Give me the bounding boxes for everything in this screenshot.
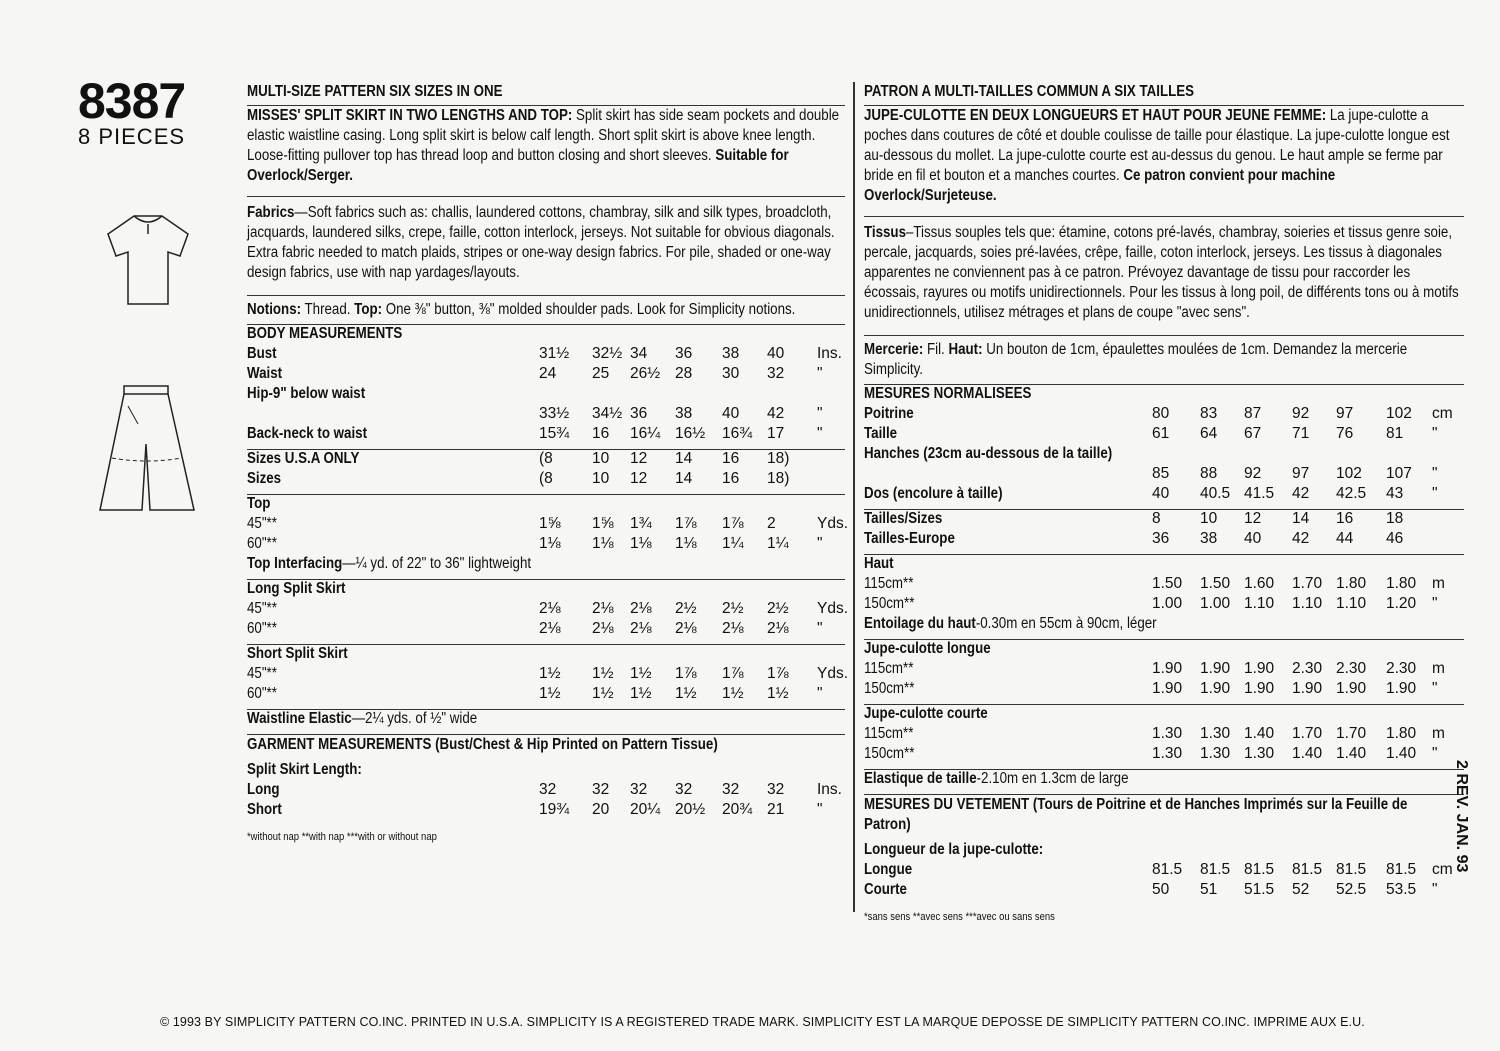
- row-value: 32: [539, 781, 557, 798]
- measure-row-waist: [864, 425, 1464, 445]
- row-value: 20½: [675, 801, 706, 818]
- row-label: Poitrine: [864, 405, 914, 422]
- row-value: 44: [1336, 530, 1354, 547]
- row-value: 42.5: [1336, 485, 1367, 502]
- row-label: 115cm**: [864, 575, 914, 592]
- row-value: 53.5: [1386, 881, 1417, 898]
- measure-row-back: [247, 425, 845, 445]
- row-value: 88: [1200, 465, 1218, 482]
- body-measurements-heading: MESURES NORMALISEES: [864, 385, 1032, 402]
- copyright-line: © 1993 BY SIMPLICITY PATTERN CO.INC. PRINTED IN U.S.A. SIMPLICITY IS A REGISTERED TRADE MARK. SIMPLICITY EST LA MARQUE DEPOSSE DE SIMPLICITY PATTERN CO.INC. IMPRIME AUX E.U.: [160, 1015, 1365, 1029]
- measure-row-glong: [864, 861, 1464, 881]
- row-value: 1.80: [1386, 575, 1417, 592]
- body-measurements-heading: BODY MEASUREMENTS: [247, 325, 403, 342]
- long-skirt-label: Long Split Skirt: [247, 580, 346, 597]
- row-value: 32: [630, 781, 648, 798]
- measure-row-bust: [864, 405, 1464, 425]
- row-value: 1¼: [767, 535, 789, 552]
- row-value: 12: [1244, 510, 1262, 527]
- interfacing: Top Interfacing—¼ yd. of 22" to 36" lightweight: [247, 555, 532, 572]
- row-value: 1.90: [1200, 680, 1231, 697]
- description: JUPE-CULOTTE EN DEUX LONGUEURS ET HAUT POUR JEUNE FEMME: La jupe-culotte a poches dans coutures de côté et double coulisse de taille pour élastique. La jupe-culotte longue est au-dessous du mollet. La jupe-culotte courte est au-dessus du genou. Le haut ample se ferme par bride en fil et bouton et a manches courtes. Ce patron convient pour machine Overlock/Surjeteuse.: [864, 107, 1450, 204]
- row-value: 1.70: [1292, 575, 1323, 592]
- row-value: 1⅛: [592, 535, 614, 552]
- row-value: 8: [1152, 510, 1161, 527]
- row-value: 1.90: [1386, 680, 1417, 697]
- row-value: 1⅞: [675, 665, 697, 682]
- row-value: 1.20: [1386, 595, 1417, 612]
- row-value: 1⅛: [539, 535, 561, 552]
- pattern-number: 8387: [78, 73, 186, 129]
- row-value: 67: [1244, 425, 1262, 442]
- row-value: 81.5: [1200, 861, 1231, 878]
- row-value: 102: [1386, 405, 1412, 422]
- row-value: 32: [592, 781, 610, 798]
- row-unit: m: [1432, 660, 1445, 677]
- row-unit: Yds.: [817, 665, 849, 682]
- row-label: 150cm**: [864, 745, 915, 762]
- footnote: *sans sens **avec sens ***avec ou sans sens: [864, 911, 1055, 923]
- short-skirt-label: Jupe-culotte courte: [864, 705, 988, 722]
- description: MISSES' SPLIT SKIRT IN TWO LENGTHS AND TOP: Split skirt has side seam pockets and double elastic waistline casing. Long split skirt is below calf length. Short split skirt is above knee length. Loose-fitting pullover top has thread loop and button closing and short sleeves. Suitable for Overlock/Serger.: [247, 107, 840, 184]
- row-value: 81.5: [1386, 861, 1417, 878]
- row-value: 1½: [630, 685, 652, 702]
- row-value: 1.90: [1244, 680, 1275, 697]
- row-value: 81.5: [1336, 861, 1367, 878]
- row-value: 30: [722, 365, 740, 382]
- row-value: 36: [630, 405, 648, 422]
- row-label: 150cm**: [864, 595, 915, 612]
- row-value: 107: [1386, 465, 1412, 482]
- row-value: 14: [1292, 510, 1310, 527]
- row-label: Longue: [864, 861, 913, 878]
- row-label: 60"**: [247, 535, 277, 552]
- row-value: 1.70: [1292, 725, 1323, 742]
- hip-label: Hip-9" below waist: [247, 385, 366, 402]
- row-unit: Ins.: [817, 781, 842, 798]
- row-label: Long: [247, 781, 280, 798]
- measure-row-sizes_usa: [247, 450, 845, 470]
- row-value: 42: [1292, 485, 1310, 502]
- row-value: 51.5: [1244, 881, 1275, 898]
- row-value: 81: [1386, 425, 1404, 442]
- row-value: 83: [1200, 405, 1218, 422]
- measure-row-sizes_usa: [864, 510, 1464, 530]
- row-value: 20: [592, 801, 610, 818]
- row-value: 1½: [722, 685, 744, 702]
- fabrics: Tissus–Tissus souples tels que: étamine, cotons pré-lavés, chambray, soieries et tissus genre soie, percale, jacquards, soies pré-lavées, crêpe, faille, coton interlock, jerseys. Les tissus à diagonales apparentes ne conviennent pas à ce patron. Prévoyez davantage de tissu pour raccorder les écossais, rayures ou motifs unidirectionnels. Pour les tissus à long poil, de différents tons ou à motifs unidirectionnels, utilisez métrages et plans de coupe "avec sens".: [864, 224, 1459, 321]
- row-value: 12: [630, 450, 648, 467]
- row-unit: ": [817, 620, 823, 637]
- row-value: 38: [722, 345, 740, 362]
- pieces-count: 8 PIECES: [78, 124, 186, 149]
- row-value: 61: [1152, 425, 1170, 442]
- row-label: 115cm**: [864, 660, 914, 677]
- row-value: 1.00: [1152, 595, 1183, 612]
- row-value: 16: [1336, 510, 1354, 527]
- row-value: 50: [1152, 881, 1170, 898]
- row-value: 1½: [592, 665, 614, 682]
- notions: Notions: Thread. Top: One ⅜" button, ⅜" molded shoulder pads. Look for Simplicity notions.: [247, 301, 796, 318]
- row-unit: ": [817, 685, 823, 702]
- length-label: Longueur de la jupe-culotte:: [864, 841, 1044, 858]
- measure-row-short45: [864, 725, 1464, 745]
- row-value: 2⅛: [675, 620, 697, 637]
- row-value: 1.40: [1386, 745, 1417, 762]
- fabrics: Fabrics—Soft fabrics such as: challis, laundered cottons, chambray, silk and silk types, broadcloth, jacquards, laundered silks, crepe, faille, cotton interlock, jerseys. Not suitable for obvious diagonals. Extra fabric needed to match plaids, stripes or one-way design fabrics. For pile, shaded or one-way design fabrics, use with nap yardages/layouts.: [247, 204, 835, 281]
- row-value: 1.70: [1336, 725, 1367, 742]
- row-value: 10: [592, 470, 610, 487]
- row-label: Sizes: [247, 470, 282, 487]
- top-label: Haut: [864, 555, 894, 572]
- row-value: 15¾: [539, 425, 570, 442]
- row-value: 2: [767, 515, 776, 532]
- revision-label: 2 REV. JAN. 93: [1453, 760, 1470, 873]
- row-value: 1.90: [1336, 680, 1367, 697]
- measure-row-short60: [247, 685, 845, 705]
- row-value: 2⅛: [722, 620, 744, 637]
- row-value: 2½: [675, 600, 697, 617]
- row-value: 24: [539, 365, 557, 382]
- row-value: 1¾: [630, 515, 652, 532]
- short-skirt-label: Short Split Skirt: [247, 645, 348, 662]
- row-value: 43: [1386, 485, 1404, 502]
- row-value: 1.50: [1152, 575, 1183, 592]
- row-value: 81.5: [1244, 861, 1275, 878]
- row-value: 92: [1292, 405, 1310, 422]
- row-label: Short: [247, 801, 282, 818]
- row-unit: m: [1432, 575, 1445, 592]
- row-value: 10: [592, 450, 610, 467]
- row-value: 34: [630, 345, 648, 362]
- row-value: 1.40: [1336, 745, 1367, 762]
- row-label: 45"**: [247, 600, 277, 617]
- top-label: Top: [247, 495, 271, 512]
- row-value: 1⅛: [675, 535, 697, 552]
- row-value: (8: [539, 450, 553, 467]
- row-label: 115cm**: [864, 725, 914, 742]
- split-skirt-sketch: [94, 384, 200, 516]
- row-label: Courte: [864, 881, 907, 898]
- row-value: 32½: [592, 345, 623, 362]
- row-value: 1.30: [1200, 725, 1231, 742]
- row-value: 1.10: [1292, 595, 1323, 612]
- measure-row-long60: [864, 680, 1464, 700]
- row-unit: ": [1432, 881, 1438, 898]
- row-value: 1⅞: [722, 515, 744, 532]
- row-value: 46: [1386, 530, 1404, 547]
- row-value: 20¾: [722, 801, 753, 818]
- row-value: 16¼: [630, 425, 661, 442]
- row-value: 2⅛: [539, 600, 561, 617]
- row-value: 36: [675, 345, 693, 362]
- row-value: 40.5: [1200, 485, 1231, 502]
- row-value: 1½: [675, 685, 697, 702]
- row-value: 52: [1292, 881, 1310, 898]
- measure-row-long60: [247, 620, 845, 640]
- row-unit: ": [817, 801, 823, 818]
- row-unit: ": [1432, 595, 1438, 612]
- row-value: 38: [1200, 530, 1218, 547]
- heading: PATRON A MULTI-TAILLES COMMUN A SIX TAILLES: [864, 83, 1195, 100]
- measure-row-hip: [247, 405, 845, 425]
- top-sketch: [104, 212, 194, 308]
- measure-row-long45: [864, 660, 1464, 680]
- row-value: 42: [767, 405, 785, 422]
- row-label: Back-neck to waist: [247, 425, 368, 442]
- row-value: 76: [1336, 425, 1354, 442]
- hip-label: Hanches (23cm au-dessous de la taille): [864, 445, 1113, 462]
- row-value: 1⅝: [592, 515, 614, 532]
- row-value: 51: [1200, 881, 1218, 898]
- row-value: 42: [1292, 530, 1310, 547]
- row-value: 97: [1292, 465, 1310, 482]
- measure-row-sizes: [864, 530, 1464, 550]
- french-column: [864, 82, 1464, 927]
- rule: [864, 335, 1464, 336]
- row-value: 80: [1152, 405, 1170, 422]
- row-unit: ": [1432, 745, 1438, 762]
- long-skirt-label: Jupe-culotte longue: [864, 640, 991, 657]
- row-value: 1.10: [1336, 595, 1367, 612]
- row-value: 2½: [767, 600, 789, 617]
- interfacing: Entoilage du haut-0.30m en 55cm à 90cm, léger: [864, 615, 1157, 632]
- row-value: 34½: [592, 405, 623, 422]
- row-value: 10: [1200, 510, 1218, 527]
- row-value: 32: [675, 781, 693, 798]
- row-label: Dos (encolure à taille): [864, 485, 1003, 502]
- row-value: 1½: [630, 665, 652, 682]
- row-value: 2.30: [1292, 660, 1323, 677]
- row-value: 1.90: [1292, 680, 1323, 697]
- row-label: 60"**: [247, 685, 277, 702]
- row-value: 1.90: [1152, 680, 1183, 697]
- row-value: 18): [767, 450, 790, 467]
- row-value: 36: [1152, 530, 1170, 547]
- row-label: Tailles-Europe: [864, 530, 955, 547]
- elastic: Waistline Elastic—2¼ yds. of ½" wide: [247, 710, 478, 727]
- length-label: Split Skirt Length:: [247, 761, 362, 778]
- row-value: 20¼: [630, 801, 661, 818]
- row-value: 92: [1244, 465, 1262, 482]
- row-value: 1.60: [1244, 575, 1275, 592]
- row-unit: Yds.: [817, 600, 849, 617]
- row-value: 32: [767, 781, 785, 798]
- row-value: 21: [767, 801, 785, 818]
- row-unit: ": [817, 535, 823, 552]
- row-value: 18): [767, 470, 790, 487]
- row-value: 1.00: [1200, 595, 1231, 612]
- row-value: 14: [675, 470, 693, 487]
- row-unit: cm: [1432, 405, 1453, 422]
- row-value: 1.30: [1200, 745, 1231, 762]
- row-label: Waist: [247, 365, 283, 382]
- row-label: 150cm**: [864, 680, 915, 697]
- row-value: 1.40: [1244, 725, 1275, 742]
- row-label: 45"**: [247, 515, 277, 532]
- row-value: 32: [767, 365, 785, 382]
- row-unit: ": [817, 365, 823, 382]
- row-value: 102: [1336, 465, 1362, 482]
- row-unit: ": [1432, 680, 1438, 697]
- measure-row-short60: [864, 745, 1464, 765]
- row-value: 1⅞: [722, 665, 744, 682]
- row-value: 19¾: [539, 801, 570, 818]
- row-value: 64: [1200, 425, 1218, 442]
- row-value: 1.30: [1152, 745, 1183, 762]
- row-unit: ": [817, 425, 823, 442]
- row-value: 40: [722, 405, 740, 422]
- row-value: 1½: [592, 685, 614, 702]
- row-value: 33½: [539, 405, 570, 422]
- rule: [247, 196, 845, 197]
- row-unit: cm: [1432, 861, 1453, 878]
- row-unit: Yds.: [817, 515, 849, 532]
- row-value: 2⅛: [539, 620, 561, 637]
- measure-row-short45: [247, 665, 849, 685]
- row-value: 16: [722, 450, 740, 467]
- row-value: 32: [722, 781, 740, 798]
- row-label: Tailles/Sizes: [864, 510, 943, 527]
- measure-row-back: [864, 485, 1464, 505]
- row-value: 17: [767, 425, 785, 442]
- measure-row-gshort: [247, 801, 845, 821]
- row-value: 1⅝: [539, 515, 561, 532]
- row-value: 97: [1336, 405, 1354, 422]
- row-value: 1.50: [1200, 575, 1231, 592]
- row-unit: m: [1432, 725, 1445, 742]
- row-value: 40: [1244, 530, 1262, 547]
- row-label: Sizes U.S.A ONLY: [247, 450, 360, 467]
- garment-measurements: MESURES DU VETEMENT (Tours de Poitrine et de Hanches Imprimés sur la Feuille de Patron): [864, 796, 1408, 833]
- heading: MULTI-SIZE PATTERN SIX SIZES IN ONE: [247, 83, 503, 100]
- row-value: 25: [592, 365, 610, 382]
- row-value: 2⅛: [592, 600, 614, 617]
- row-value: 2⅛: [592, 620, 614, 637]
- row-value: 1.80: [1386, 725, 1417, 742]
- row-unit: ": [1432, 425, 1438, 442]
- row-value: 31½: [539, 345, 570, 362]
- row-value: 40: [767, 345, 785, 362]
- row-unit: ": [1432, 485, 1438, 502]
- row-label: 60"**: [247, 620, 277, 637]
- row-unit: ": [817, 405, 823, 422]
- row-value: 26½: [630, 365, 661, 382]
- row-value: 16: [722, 470, 740, 487]
- row-value: 14: [675, 450, 693, 467]
- row-value: 1⅞: [675, 515, 697, 532]
- row-value: 16¾: [722, 425, 753, 442]
- row-value: 1.10: [1244, 595, 1275, 612]
- row-value: 1.30: [1152, 725, 1183, 742]
- measure-row-long45: [247, 600, 849, 620]
- row-value: 1.90: [1244, 660, 1275, 677]
- row-value: 2⅛: [630, 600, 652, 617]
- measure-row-glong: [247, 781, 845, 801]
- measure-row-gshort: [864, 881, 1464, 901]
- row-label: Bust: [247, 345, 277, 362]
- row-value: 16: [592, 425, 610, 442]
- measure-row-sizes: [247, 470, 845, 490]
- measure-row-top45: [864, 575, 1464, 595]
- row-value: 2⅛: [630, 620, 652, 637]
- row-value: 85: [1152, 465, 1170, 482]
- row-value: 1.90: [1152, 660, 1183, 677]
- row-value: 1⅞: [767, 665, 789, 682]
- row-value: 1½: [539, 665, 561, 682]
- row-unit: ": [1432, 465, 1438, 482]
- row-value: 1.30: [1244, 745, 1275, 762]
- measure-row-hip: [864, 465, 1464, 485]
- garment-measurements: GARMENT MEASUREMENTS (Bust/Chest & Hip Printed on Pattern Tissue): [247, 736, 718, 753]
- row-label: 45"**: [247, 665, 277, 682]
- row-value: 1½: [539, 685, 561, 702]
- rule: [864, 216, 1464, 217]
- row-value: 1⅛: [630, 535, 652, 552]
- row-value: 81.5: [1152, 861, 1183, 878]
- measure-row-top60: [247, 535, 845, 555]
- row-value: 40: [1152, 485, 1170, 502]
- row-value: 41.5: [1244, 485, 1275, 502]
- row-value: 81.5: [1292, 861, 1323, 878]
- row-value: 87: [1244, 405, 1262, 422]
- row-unit: Ins.: [817, 345, 842, 362]
- row-value: 1.80: [1336, 575, 1367, 592]
- row-value: 52.5: [1336, 881, 1367, 898]
- row-value: 1.90: [1200, 660, 1231, 677]
- row-value: 2.30: [1386, 660, 1417, 677]
- row-value: 38: [675, 405, 693, 422]
- row-value: 2.30: [1336, 660, 1367, 677]
- row-value: 18: [1386, 510, 1404, 527]
- row-value: 1½: [767, 685, 789, 702]
- row-value: 2⅛: [767, 620, 789, 637]
- rule: [247, 295, 845, 296]
- measure-row-top45: [247, 515, 849, 535]
- footnote: *without nap **with nap ***with or without nap: [247, 831, 437, 843]
- column-divider: [853, 82, 855, 912]
- elastic: Elastique de taille-2.10m en 1.3cm de large: [864, 770, 1129, 787]
- measure-row-top60: [864, 595, 1464, 615]
- row-value: (8: [539, 470, 553, 487]
- row-value: 12: [630, 470, 648, 487]
- english-column: [247, 82, 849, 847]
- row-value: 1¼: [722, 535, 744, 552]
- row-value: 16½: [675, 425, 706, 442]
- measure-row-bust: [247, 345, 845, 365]
- measure-row-waist: [247, 365, 845, 385]
- row-value: 2½: [722, 600, 744, 617]
- row-value: 28: [675, 365, 693, 382]
- row-value: 1.40: [1292, 745, 1323, 762]
- notions: Mercerie: Fil. Haut: Un bouton de 1cm, épaulettes moulées de 1cm. Demandez la mercerie Simplicity.: [864, 341, 1408, 378]
- row-label: Taille: [864, 425, 898, 442]
- row-value: 71: [1292, 425, 1310, 442]
